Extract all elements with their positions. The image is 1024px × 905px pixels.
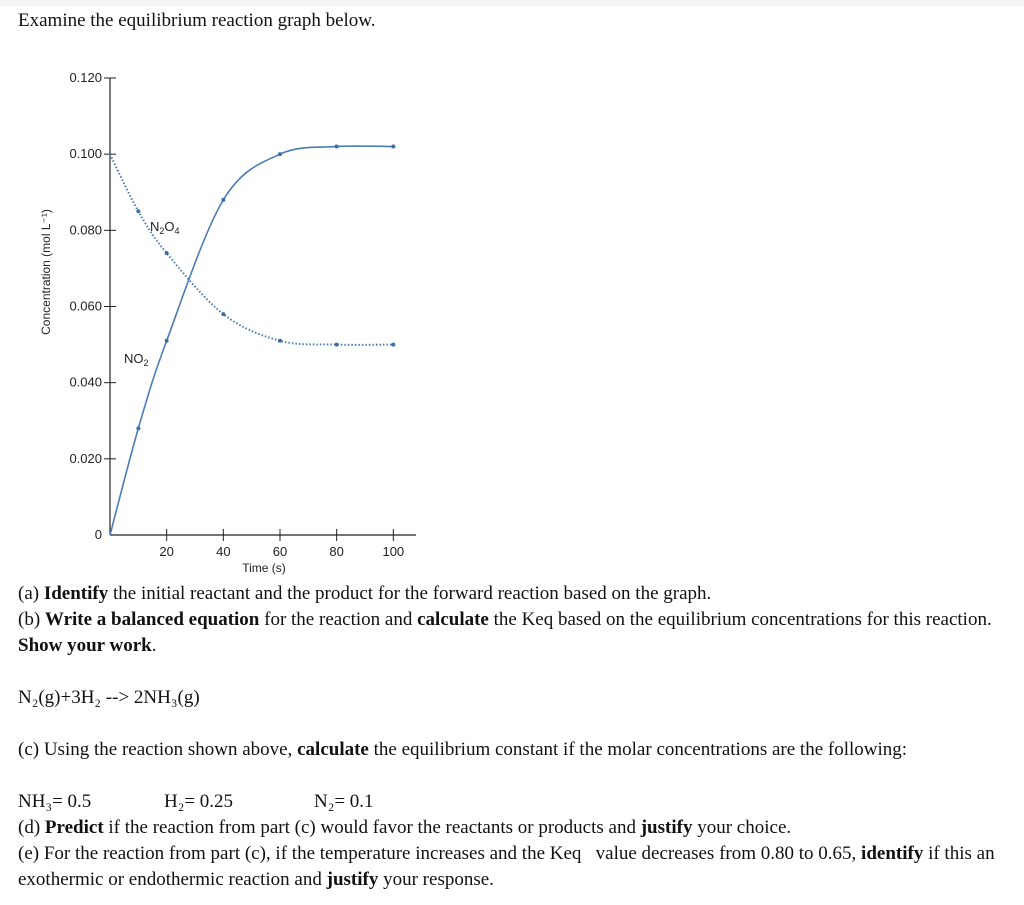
data-point: [278, 152, 282, 156]
reaction-equation: N₂(g)+3H₂ --> 2NH₃(g): [18, 687, 200, 708]
y-tick-label: 0: [94, 527, 102, 542]
data-point: [136, 209, 140, 213]
data-point: [136, 426, 140, 430]
x-tick-label: 80: [329, 544, 344, 559]
x-tick-label: 20: [159, 544, 174, 559]
x-ticks: [159, 529, 404, 559]
data-point: [278, 339, 282, 343]
data-point: [335, 343, 339, 347]
y-tick-label: 0.040: [69, 374, 102, 390]
y-tick-label: 0.020: [69, 450, 102, 466]
y-axis-label: Concentration (mol L⁻¹): [39, 209, 53, 335]
series-line-no2: [110, 146, 393, 535]
top-bar: [0, 0, 1024, 6]
y-tick-label: 0.120: [69, 70, 102, 85]
x-tick-label: 100: [382, 544, 405, 559]
data-point: [221, 198, 225, 202]
x-tick-label: 40: [216, 544, 231, 559]
data-point: [165, 339, 169, 343]
x-tick-label: 60: [272, 544, 288, 559]
series-line-n2o4: [110, 154, 393, 345]
y-tick-label: 0.080: [69, 222, 102, 238]
data-point: [335, 145, 339, 149]
y-ticks: [69, 70, 116, 542]
n2-value: N₂= 0.1: [314, 791, 374, 812]
series-label-n2o4: $N_2O_4$: [150, 219, 180, 236]
question-e: (e) For the reaction from part (c), if the temperature increases and the Keq value decreases from 0.80 to 0.65, identify if this an exothermic or endothermic reaction and justify your response.: [18, 843, 995, 890]
question-c: (c) Using the reaction shown above, calculate the equilibrium constant if the molar concentrations are the following:: [18, 739, 908, 760]
data-point: [391, 343, 395, 347]
chart-series: [110, 145, 395, 535]
y-tick-label: 0.100: [69, 146, 102, 162]
question-a: (a) Identify the initial reactant and the product for the forward reaction based on the graph.: [18, 583, 712, 604]
h2-value: H₂= 0.25: [164, 791, 234, 812]
question-b: (b) Write a balanced equation for the reaction and calculate the Keq based on the equilibrium concentrations for this reaction. Show your work.: [18, 609, 992, 656]
data-point: [221, 312, 225, 316]
series-label-no2: $NO_2$: [124, 351, 149, 368]
data-point: [391, 145, 395, 149]
equilibrium-chart: [30, 62, 430, 582]
data-point: [165, 251, 169, 255]
y-tick-label: 0.060: [69, 298, 102, 314]
concentration-values: [18, 789, 1018, 815]
question-d: (d) Predict if the reaction from part (c) would favor the reactants or products and justify your choice.: [18, 817, 792, 838]
x-axis-label: Time (s): [242, 561, 286, 575]
intro-text: Examine the equilibrium reaction graph below.: [18, 10, 376, 31]
nh3-value: NH₃= 0.5: [18, 791, 92, 812]
